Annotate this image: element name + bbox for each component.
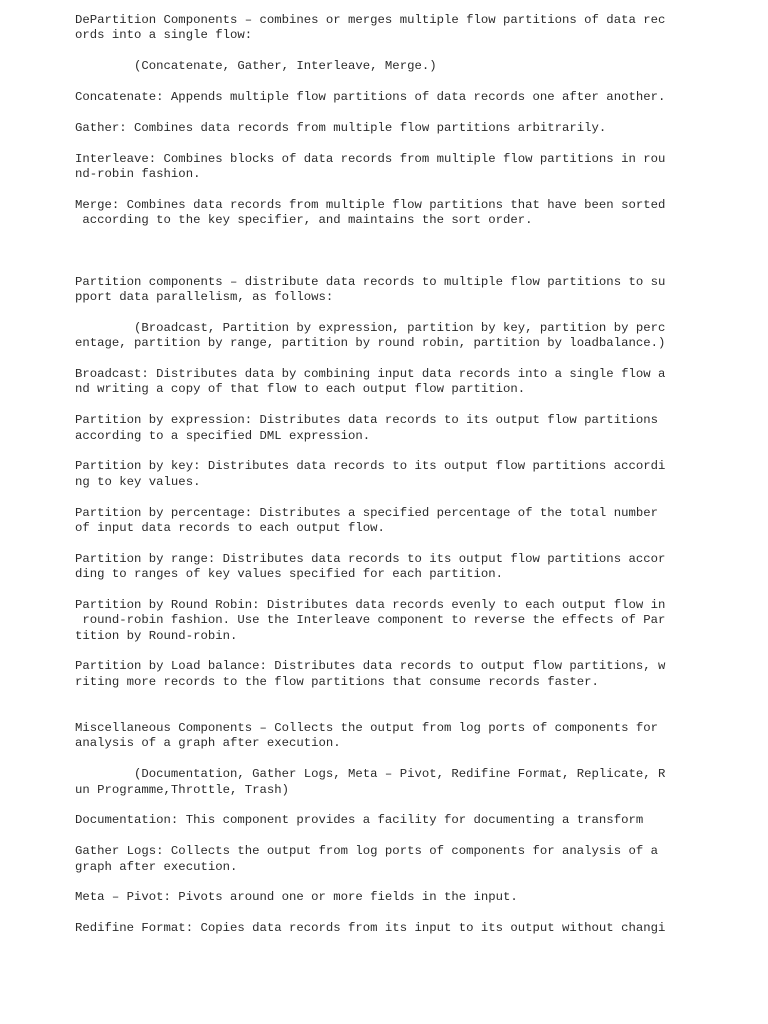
text-line: ng to key values. (75, 474, 201, 489)
paragraph (75, 59, 675, 74)
paragraph (75, 90, 675, 105)
text-line: entage, partition by range, partition by round robin, partition by loadbalance.) (75, 336, 666, 351)
paragraph (75, 506, 675, 537)
paragraph (75, 921, 675, 936)
text-line: nd writing a copy of that flow to each output flow partition. (75, 382, 526, 397)
text-line: tition by Round-robin. (75, 628, 238, 643)
text-line: Partition components – distribute data records to multiple flow partitions to su (75, 274, 666, 289)
text-line: Gather Logs: Collects the output from log ports of components for analysis of a (75, 844, 658, 859)
text-line: (Concatenate, Gather, Interleave, Merge.) (75, 59, 437, 74)
text-line: analysis of a graph after execution. (75, 736, 341, 751)
paragraph (75, 413, 675, 444)
paragraph (75, 121, 675, 136)
text-line: Meta – Pivot: Pivots around one or more fields in the input. (75, 890, 518, 905)
text-line: Concatenate: Appends multiple flow partitions of data records one after another. (75, 89, 666, 104)
text-line: Merge: Combines data records from multiple flow partitions that have been sorted (75, 197, 666, 212)
text-line: riting more records to the flow partitions that consume records faster. (75, 674, 599, 689)
text-line: graph after execution. (75, 859, 238, 874)
text-line: (Documentation, Gather Logs, Meta – Pivot, Redifine Format, Replicate, R (75, 767, 666, 782)
text-line: Documentation: This component provides a facility for documenting a transform (75, 813, 644, 828)
paragraph (75, 721, 675, 752)
text-line: Partition by range: Distributes data records to its output flow partitions accor (75, 551, 666, 566)
text-line: Miscellaneous Components – Collects the output from log ports of components for (75, 721, 658, 735)
paragraph (75, 459, 675, 490)
text-line: Partition by Load balance: Distributes data records to output flow partitions, w (75, 659, 666, 674)
paragraph (75, 552, 675, 583)
text-line: DePartition Components – combines or merges multiple flow partitions of data rec (75, 13, 666, 27)
document-page (75, 13, 675, 936)
paragraph (75, 659, 675, 690)
paragraph (75, 598, 675, 644)
paragraph (75, 13, 675, 44)
text-line: Gather: Combines data records from multiple flow partitions arbitrarily. (75, 120, 607, 135)
text-line: Partition by Round Robin: Distributes data records evenly to each output flow in (75, 597, 666, 612)
text-line: of input data records to each output flow. (75, 520, 385, 535)
text-line: Interleave: Combines blocks of data records from multiple flow partitions in rou (75, 151, 666, 166)
paragraph (75, 844, 675, 875)
paragraph (75, 198, 675, 229)
paragraph (75, 275, 675, 306)
text-line: Broadcast: Distributes data by combining input data records into a single flow a (75, 367, 666, 381)
paragraph (75, 152, 675, 183)
text-line: Partition by expression: Distributes data records to its output flow partitions (75, 413, 658, 428)
paragraph (75, 321, 675, 352)
paragraph (75, 767, 675, 798)
paragraph (75, 890, 675, 905)
text-line: round-robin fashion. Use the Interleave component to reverse the effects of Par (75, 613, 666, 628)
text-line: Partition by key: Distributes data records to its output flow partitions accordi (75, 459, 666, 474)
text-line: (Broadcast, Partition by expression, partition by key, partition by perc (75, 320, 666, 335)
text-line: Redifine Format: Copies data records from its input to its output without changi (75, 921, 666, 936)
text-line: ords into a single flow: (75, 28, 253, 43)
paragraph (75, 367, 675, 398)
text-line: ding to ranges of key values specified for each partition. (75, 567, 504, 582)
text-line: according to a specified DML expression. (75, 428, 371, 443)
text-line: Partition by percentage: Distributes a specified percentage of the total number (75, 505, 658, 520)
text-line: un Programme,Throttle, Trash) (75, 782, 290, 797)
text-line: pport data parallelism, as follows: (75, 290, 334, 305)
text-line: nd-robin fashion. (75, 166, 201, 181)
text-line: according to the key specifier, and maintains the sort order. (75, 213, 533, 228)
paragraph (75, 813, 675, 828)
